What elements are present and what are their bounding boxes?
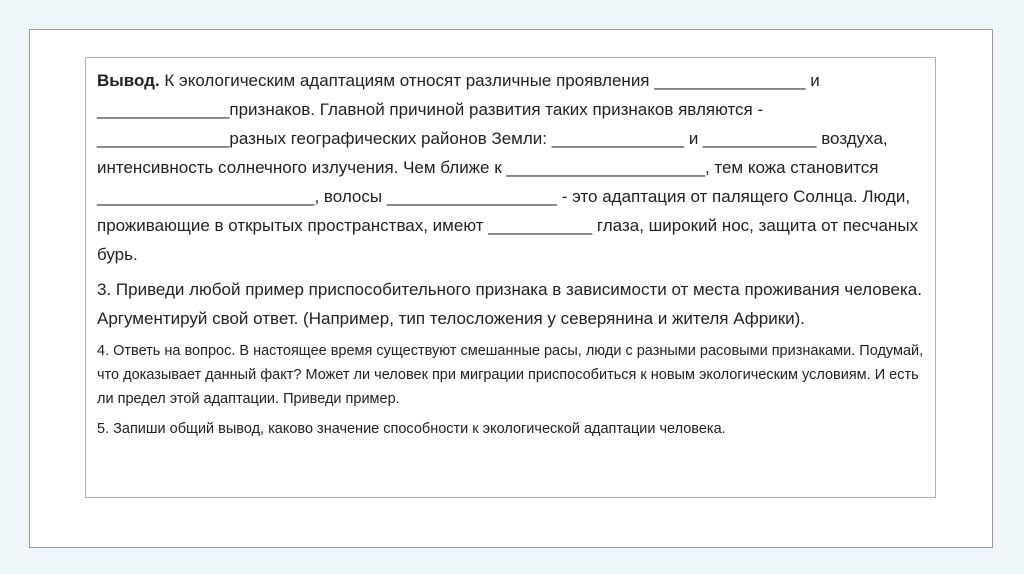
conclusion-text: К экологическим адаптациям относят различные проявления ________________ и ______________признаков. Главной причиной развития таких признаков являются - ______________разных географических районов Земли: ______________ и ____________ воздуха, интенсивность солнечного излучения. Чем ближе к _____________________, тем кожа становится _______________________, волосы __________________ - это адаптация от палящего Солнца. Люди, проживающие в открытых пространствах, имеют ___________ глаза, широкий нос, защита от песчаных бурь. — [97, 71, 919, 264]
conclusion-label: Вывод. — [97, 71, 160, 90]
task-3: 3. Приведи любой пример приспособительного признака в зависимости от места проживания человека. Аргументируй свой ответ. (Например, тип телосложения у северянина и жителя Африки). — [97, 280, 922, 328]
task-4: 4. Ответь на вопрос. В настоящее время существуют смешанные расы, люди с разными расовыми признаками. Подумай, что доказывает данный факт? Может ли человек при миграции приспособиться к новым экологическим условиям. И есть ли предел этой адаптации. Приведи пример. — [97, 343, 924, 407]
text-box — [85, 57, 936, 498]
task-5: 5. Запиши общий вывод, каково значение способности к экологической адаптации человека. — [97, 421, 726, 437]
conclusion-paragraph — [97, 66, 924, 269]
